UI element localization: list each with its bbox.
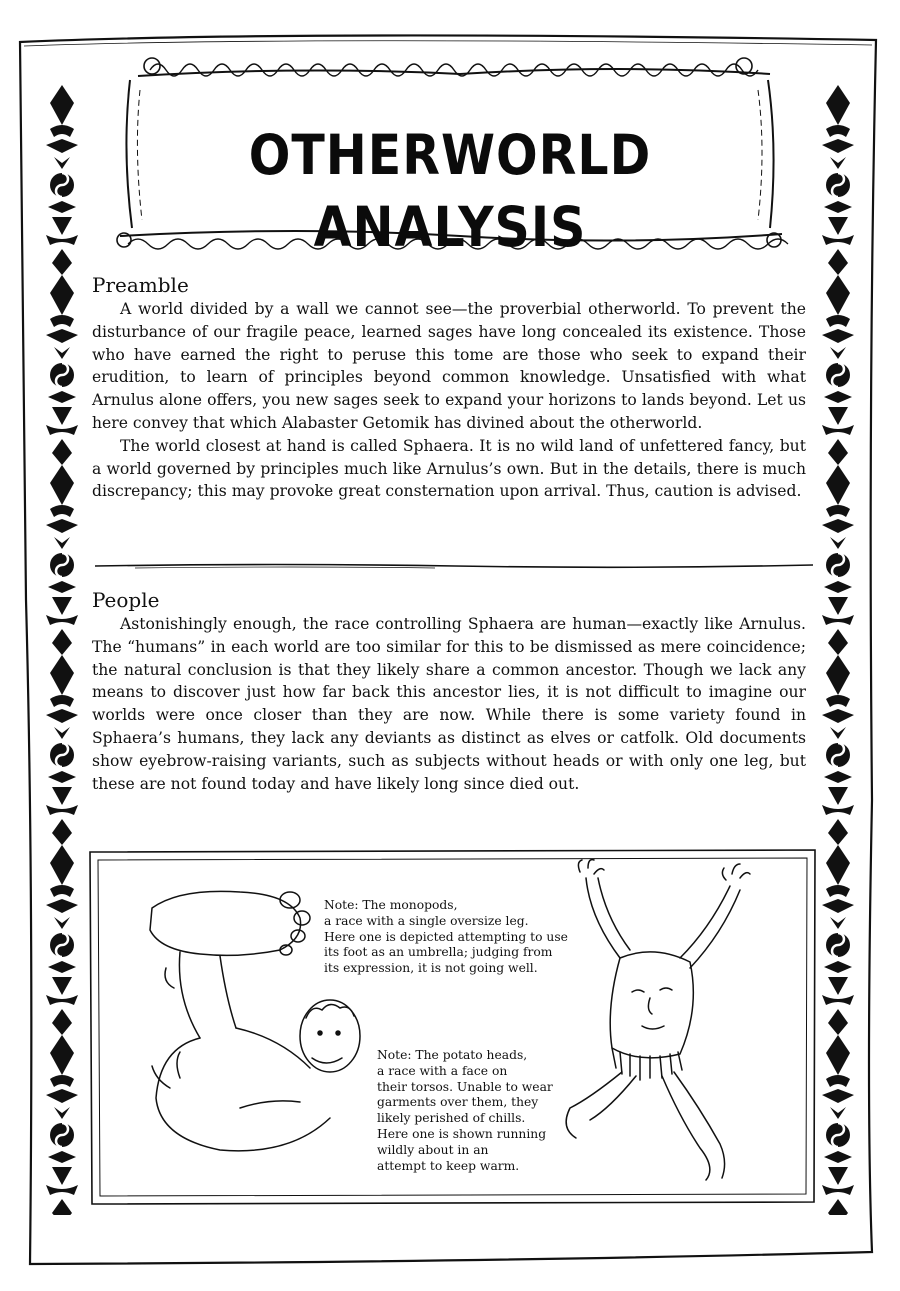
- paragraph: Astonishingly enough, the race controlling Sphaera are human—exactly like Arnulus. The “humans” in each world are too similar for this to be dismissed as mere coincidence; the natural conclusion is that they likely share a common ancestor. Though we lack any means to discover just how far back this ancestor lies, it is not difficult to imagine our worlds were once closer than they are now. While there is some variety found in Sphaera’s humans, they lack any deviants as distinct as elves or catfolk. Old documents show eyebrow-raising variants, such as subjects without heads or with only one leg, but these are not found today and have likely long since died out.: [92, 615, 806, 793]
- section-preamble: [92, 272, 806, 503]
- page-title: OTHERWORLD ANALYSIS: [248, 123, 652, 260]
- paragraph: A world divided by a wall we cannot see—the proverbial otherworld. To prevent the disturbance of our fragile peace, learned sages have long concealed its existence. Those who have earned the right to peruse this tome are those who seek to expand their erudition, to learn of principles beyond common knowledge. Unsatisfied with what Arnulus alone offers, you new sages seek to expand your horizons to lands beyond. Let us here convey that which Alabaster Getomik has divined about the otherworld.: [92, 300, 806, 432]
- section-people: [92, 587, 806, 795]
- potato-head-illustration: [550, 858, 760, 1188]
- section-divider: [95, 560, 813, 572]
- monopod-note: Note: The monopods, a race with a single oversize leg. Here one is depicted attempting to use its foot as an umbrella; judging from its expression, it is not going well.: [324, 898, 568, 976]
- paragraph: The world closest at hand is called Sphaera. It is no wild land of unfettered fancy, but a world governed by principles much like Arnulus’s own. But in the details, there is much discrepancy; this may provoke great consternation upon arrival. Thus, caution is advised.: [92, 436, 806, 501]
- potato-head-note: Note: The potato heads, a race with a face on their torsos. Unable to wear garments over them, they likely perished of chills. Here one is shown running wildly about in an attempt to keep warm.: [377, 1048, 553, 1173]
- section-heading: Preamble: [92, 273, 189, 297]
- section-heading: People: [92, 588, 160, 612]
